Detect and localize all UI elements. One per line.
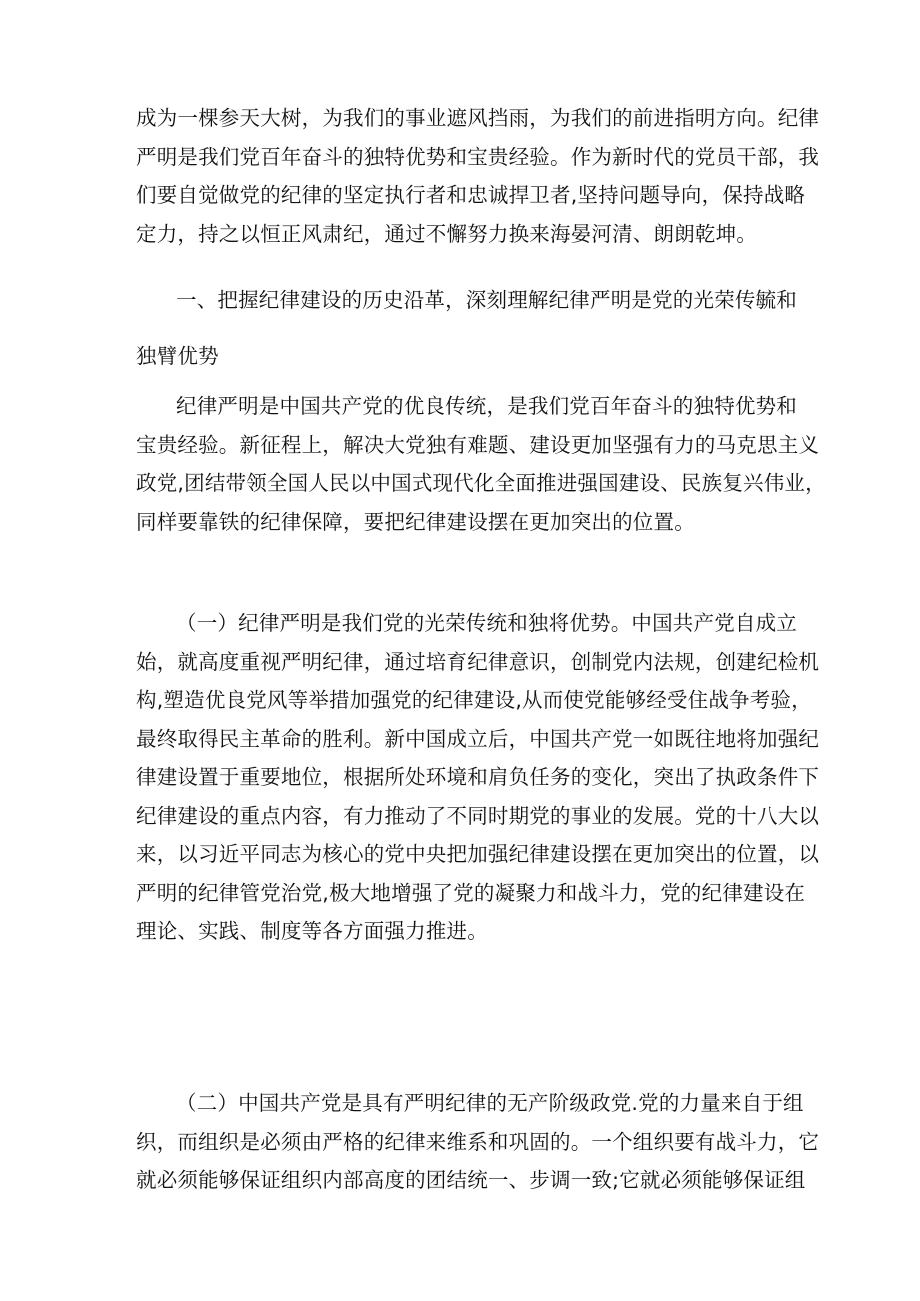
text-line: 独臂优势	[136, 344, 219, 368]
paragraph-discipline-tradition	[136, 387, 826, 541]
text-line: 就必须能够保证组织内部高度的团结统一、步调一致;它就必须能够保证组	[136, 1168, 806, 1192]
paragraph-point-one	[136, 604, 820, 951]
text-line: （二）中国共产党是具有严明纪律的无产阶级政党.党的力量来自于组	[176, 1091, 804, 1115]
text-line: 定力，持之以恒正风肃纪，通过不懈努力换来海晏河清、朗朗乾坤。	[136, 221, 757, 246]
text-line: 构,塑造优良党风等举措加强党的纪律建设,从而使党能够经受住战争考验，	[136, 688, 812, 712]
text-line: 同样要靠铁的纪律保障，要把纪律建设摆在更加突出的位置。	[136, 509, 695, 534]
text-line: 织，而组织是必须由严格的纪律来维系和巩固的。一个组织要有战斗力，它	[136, 1129, 820, 1154]
text-line: 们要自觉做党的纪律的坚定执行者和忠诚捍卫者,坚持问题导向，保持战略	[136, 183, 806, 207]
paragraph-point-two	[136, 1084, 820, 1200]
text-line: 律建设置于重要地位，根据所处环境和肩负任务的变化，突出了执政条件下	[136, 765, 820, 789]
text-line: 一、把握纪律建设的历史沿革，深刻理解纪律严明是党的光荣传毓和	[176, 288, 797, 312]
section-heading	[136, 272, 798, 384]
text-line: 政党,团结带领全国人民以中国式现代化全面推进强国建设、民族复兴伟业，	[136, 471, 826, 495]
text-line: 纪律建设的重点内容，有力推动了不同时期党的事业的发展。党的十八大以	[136, 803, 820, 828]
paragraph-intro	[136, 99, 820, 253]
text-line: 最终取得民主革命的胜利。新中国成立后，中国共产党一如既往地将加强纪	[136, 726, 820, 751]
text-line: 来，以习近平同志为核心的党中央把加强纪律建设摆在更加突出的位置，以	[136, 842, 820, 866]
text-line: （一）纪律严明是我们党的光荣传统和独将优势。中国共产党自成立	[176, 611, 797, 635]
text-line: 始，就高度重视严明纪律，通过培育纪律意识，创制党内法规，创建纪检机	[136, 649, 820, 674]
text-line: 严明是我们党百年奋斗的独特优势和宝贵经验。作为新时代的党员干部，我	[136, 144, 820, 169]
text-line: 严明的纪律管党治党,极大地增强了党的凝聚力和战斗力，党的纪律建设在	[136, 880, 806, 905]
text-line: 理论、实践、制度等各方面强力推进。	[136, 919, 488, 943]
text-line: 纪律严明是中国共产党的优良传统，是我们党百年奋斗的独特优势和	[176, 394, 797, 418]
text-line: 成为一棵参天大树，为我们的事业遮风挡雨，为我们的前进指明方向。纪律	[136, 106, 820, 130]
text-line: 宝贵经验。新征程上，解决大党独有难题、建设更加坚强有力的马克思主义	[136, 432, 820, 457]
